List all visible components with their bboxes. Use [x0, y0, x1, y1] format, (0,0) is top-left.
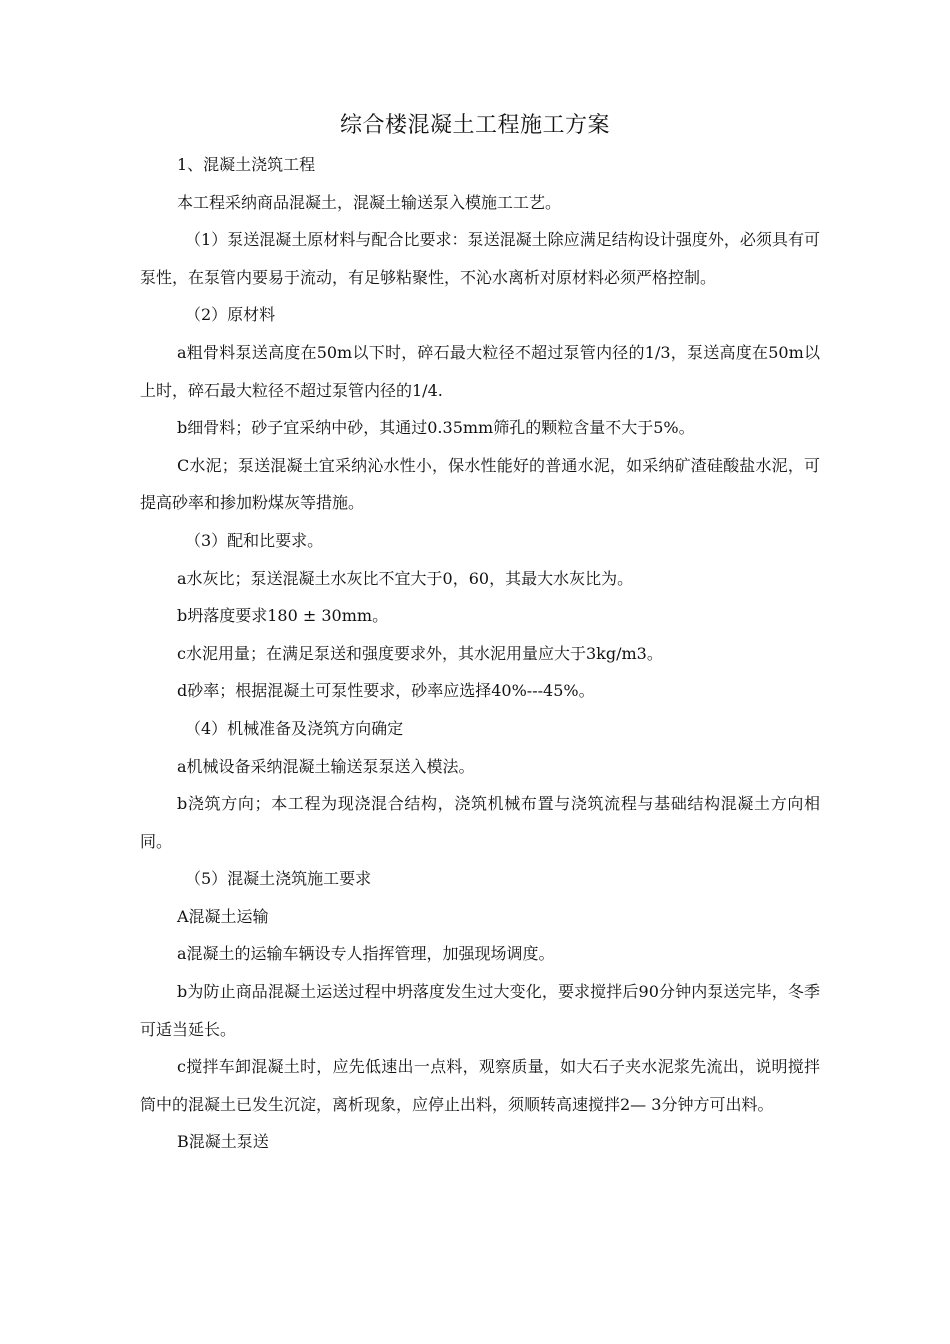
- paragraph: b为防止商品混凝土运送过程中坍落度发生过大变化，要求搅拌后90分钟内泵送完毕，冬季可适当延长。: [140, 982, 820, 1039]
- subsection-heading: （3）配和比要求。: [185, 530, 324, 550]
- paragraph: a粗骨料泵送高度在50m以下时，碎石最大粒径不超过泵管内径的1/3，泵送高度在50m以上时，碎石最大粒径不超过泵管内径的1/4.: [140, 342, 820, 400]
- paragraph: b细骨料；砂子宜采纳中砂，其通过0.35mm筛孔的颗粒含量不大于5%。: [177, 418, 695, 438]
- paragraph: d砂率；根据混凝土可泵性要求，砂率应选择40%---45%。: [177, 681, 595, 701]
- subsection-heading: （2）原材料: [185, 305, 276, 325]
- paragraph: a混凝土的运输车辆设专人指挥管理，加强现场调度。: [177, 944, 555, 964]
- paragraph: c水泥用量；在满足泵送和强度要求外，其水泥用量应大于3kg/m3。: [177, 643, 663, 663]
- section-heading: 1、混凝土浇筑工程: [177, 155, 316, 174]
- paragraph: b浇筑方向；本工程为现浇混合结构，浇筑机械布置与浇筑流程与基础结构混凝土方向相同。: [140, 794, 820, 851]
- paragraph: a水灰比；泵送混凝土水灰比不宜大于0，60，其最大水灰比为。: [177, 568, 634, 588]
- subsection-heading: （4）机械准备及浇筑方向确定: [185, 718, 404, 738]
- paragraph: C水泥；泵送混凝土宜采纳沁水性小，保水性能好的普通水泥，如采纳矿渣硅酸盐水泥，可提高砂率和掺加粉煤灰等措施。: [140, 455, 820, 513]
- paragraph: B混凝土泵送: [177, 1132, 269, 1152]
- paragraph: b坍落度要求180 ± 30mm。: [177, 606, 389, 626]
- subsection-paragraph: （1）泵送混凝土原材料与配合比要求：泵送混凝土除应满足结构设计强度外，必须具有可泵性，在泵管内要易于流动，有足够粘聚性，不沁水离析对原材料必须严格控制。: [140, 230, 820, 287]
- paragraph: A混凝土运输: [177, 906, 269, 926]
- paragraph: a机械设备采纳混凝土输送泵泵送入模法。: [177, 756, 475, 776]
- document-title: 综合楼混凝土工程施工方案: [339, 113, 610, 138]
- paragraph: 本工程采纳商品混凝土，混凝土输送泵入模施工工艺。: [177, 192, 562, 212]
- document-body: [140, 146, 820, 1161]
- paragraph: c搅拌车卸混凝土时，应先低速出一点料，观察质量，如大石子夹水泥浆先流出，说明搅拌筒中的混凝土已发生沉淀，离析现象，应停止出料，须顺转高速搅拌2— 3分钟方可出料。: [140, 1057, 820, 1114]
- subsection-heading: （5）混凝土浇筑施工要求: [185, 869, 372, 889]
